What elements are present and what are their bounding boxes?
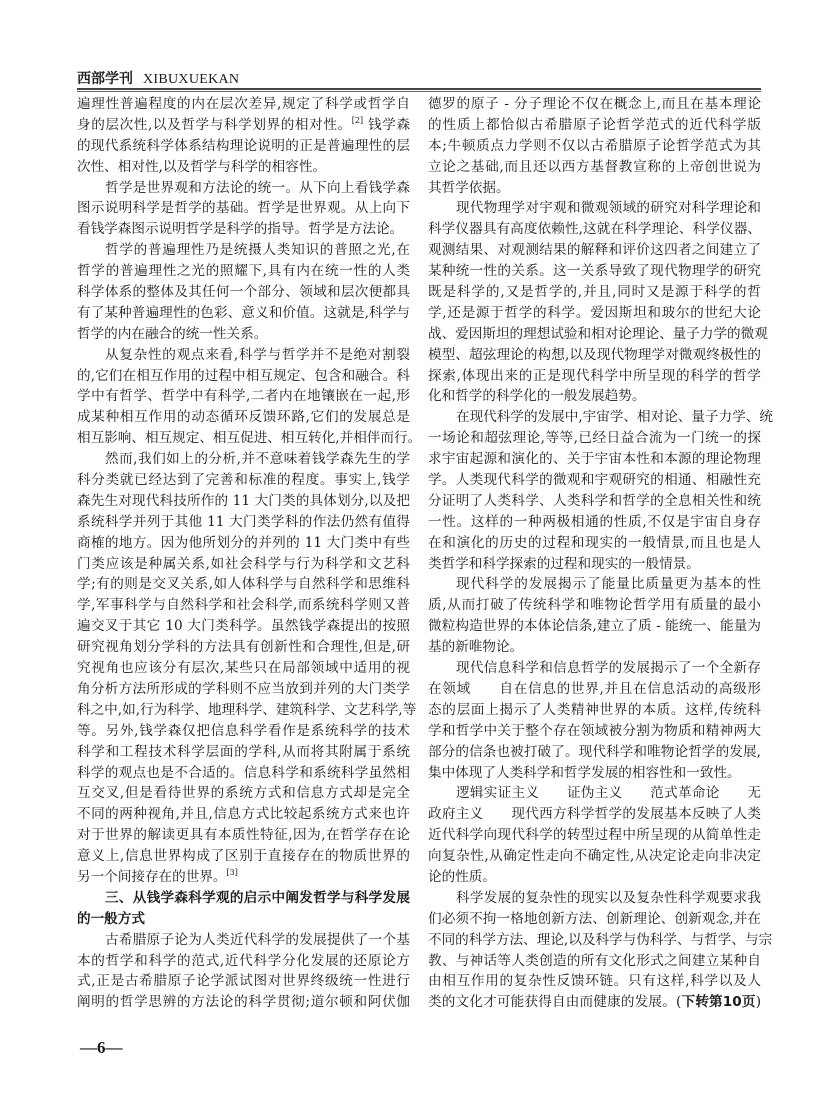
paragraph-line: 哲学的内在融合的统一性关系。: [77, 325, 268, 342]
paragraph-line: [77, 115, 410, 136]
paragraph-line: 学,还是源于哲学的科学。爱因斯坦和玻尔的世纪大论: [428, 304, 761, 321]
paragraph-line: 战、爱因斯坦的理想试验和相对论理论、量子力学的微观: [428, 325, 768, 342]
paragraph-line: 商榷的地方。因为他所划分的并列的 11 大门类中有些: [77, 534, 410, 551]
paragraph-line: 学和哲学中关于整个存在领域被分割为物质和精神两大: [428, 722, 761, 739]
paragraph-line: 本;牛顿质点力学则不仅以古希腊原子论哲学范式为其: [428, 137, 761, 154]
paragraph-line: 德罗的原子 - 分子理论不仅在概念上,而且在基本理论: [428, 96, 761, 112]
journal-name-cn: 西部学刊: [77, 71, 133, 87]
paragraph-line: 次性、相对性,以及哲学与科学的相容性。: [77, 158, 327, 175]
paragraph-line: 然而,我们如上的分析,并不意味着钱学森先生的学: [105, 451, 410, 468]
running-header: [77, 68, 761, 88]
paragraph-line: 学中有哲学、哲学中有科学,二者内在地镶嵌在一起,形: [77, 388, 410, 405]
paragraph-line: 现代信息科学和信息哲学的发展揭示了一个全新存: [456, 660, 761, 677]
paragraph-line: 学。人类现代科学的微观和宇观研究的相通、相融性充: [428, 472, 761, 489]
paragraph-line: 相互影响、相互规定、相互促进、相互转化,并相伴而行。: [77, 430, 422, 447]
paragraph-line: 逻辑实证主义 证伪主义 范式革命论 无: [456, 785, 761, 802]
paragraph-line: 成某种相互作用的动态循环反馈环路,它们的发展总是: [77, 409, 410, 426]
paragraph-line: 系统科学并列于其他 11 大门类学科的作法仍然有值得: [77, 513, 410, 530]
text-segment: 钱学森: [363, 116, 410, 133]
text-column-left: [77, 94, 422, 1013]
paragraph-line: 求宇宙起源和演化的、关于宇宙本性和本源的理论物理: [428, 451, 761, 468]
paragraph-line: 究视角也应该分有层次,某些只在局部领域中适用的视: [77, 660, 410, 677]
paragraph-line: 学;有的则是交叉关系,如人体科学与自然科学和思维科: [77, 576, 410, 593]
paragraph-line: 研究视角划分学科的方法具有创新性和合理性,但是,研: [77, 639, 410, 656]
paragraph-line: 看钱学森图示说明哲学是科学的指导。哲学是方法论。: [77, 221, 404, 238]
paragraph-line: 现代物理学对宇观和微观领域的研究对科学理论和: [456, 200, 761, 217]
paragraph-line: 论的性质。: [428, 868, 496, 885]
paragraph-line: 基的新唯物论。: [428, 639, 524, 656]
paragraph-line: 观测结果、对观测结果的解释和评价这四者之间建立了: [428, 242, 761, 259]
section-heading-line: 的一般方式: [77, 910, 145, 927]
paragraph-line: 阐明的哲学思辨的方法论的科学贯彻;道尔顿和阿伏伽: [77, 994, 410, 1011]
paragraph-line: 式,正是古希腊原子论学派试图对世界终级统一性进行: [77, 973, 410, 990]
paragraph-line: 科学仪器具有高度依赖性,这就在科学理论、科学仪器、: [428, 221, 761, 238]
paragraph-line: 们必须不拘一格地创新方法、创新理论、创新观念,并在: [428, 910, 761, 927]
paragraph-line: 某种统一性的关系。这一关系导致了现代物理学的研究: [428, 263, 761, 280]
paragraph-line: 立论之基础,而且还以西方基督教宣称的上帝创世说为: [428, 158, 761, 175]
paragraph-line: 政府主义 现代西方科学哲学的发展基本反映了人类: [428, 806, 761, 823]
text-segment: ): [755, 994, 761, 1011]
journal-name-en: XIBUXUEKAN: [143, 72, 240, 87]
paragraph-line: 化和哲学的科学化的一般发展趋势。: [428, 388, 646, 405]
paragraph-line: 在和演化的历史的过程和现实的一般情景,而且也是人: [428, 534, 761, 551]
paragraph-line: 教、与神话等人类创造的所有文化形式之间建立某种自: [428, 952, 761, 969]
paragraph-line: 互交叉,但是看待世界的系统方式和信息方式却是完全: [77, 785, 410, 802]
paragraph-line: 分证明了人类科学、人类科学和哲学的全息相关性和统: [428, 492, 761, 509]
paragraph-line: 探索,体现出来的正是现代科学中所呈现的科学的哲学: [428, 367, 761, 384]
paragraph-line: 的现代系统科学体系结构理论说明的正是普遍理性的层: [77, 137, 410, 154]
paragraph-line: 学,军事科学与自然科学和社会科学,而系统科学则又普: [77, 597, 410, 614]
paragraph-line: 森先生对现代科技所作的 11 大门类的具体划分,以及把: [77, 492, 410, 509]
paragraph-line: 科学体系的整体及其任何一个部分、领域和层次便都具: [77, 284, 410, 301]
paragraph-line: 由相互作用的复杂性反馈环链。只有这样,科学以及人: [428, 973, 761, 990]
paragraph-line: 哲学的普遍理性之光的照耀下,具有内在统一性的人类: [77, 263, 410, 280]
text-segment: 另一个间接存在的世界。: [77, 868, 227, 885]
paragraph-line: 有了某种普遍理性的色彩、意义和价值。这就是,科学与: [77, 304, 410, 321]
paragraph-line: 意义上,信息世界构成了区别于直接存在的物质世界的: [77, 848, 410, 865]
paragraph-line: 科学和工程技术科学层面的学科,从而将其附属于系统: [77, 743, 410, 760]
paragraph-line: 模型、超弦理论的构想,以及现代物理学对微观终极性的: [428, 346, 761, 363]
paragraph-line: 在现代科学的发展中,宇宙学、相对论、量子力学、统: [456, 409, 773, 426]
section-heading-line: 三、从钱学森科学观的启示中阐发哲学与科学发展: [105, 889, 410, 906]
paragraph-line: 质,从而打破了传统科学和唯物论哲学用有质量的最小: [428, 597, 761, 614]
paragraph-line: 向复杂性,从确定性走向不确定性,从决定论走向非决定: [428, 848, 761, 865]
page-number: —6—: [80, 1038, 123, 1057]
paragraph-line: 科分类就已经达到了完善和标准的程度。事实上,钱学: [77, 472, 410, 489]
paragraph-line: 不同的两种视角,并且,信息方式比较起系统方式来也许: [77, 806, 410, 823]
paragraph-line: 古希腊原子论为人类近代科学的发展提供了一个基: [105, 931, 410, 948]
paragraph-line: 科学发展的复杂性的现实以及复杂性科学观要求我: [456, 889, 761, 906]
paragraph-line: 不同的科学方法、理论,以及科学与伪科学、与哲学、与宗: [428, 931, 773, 948]
paragraph-line: 在领域 自在信息的世界,并且在信息活动的高级形: [428, 680, 761, 697]
paragraph-line: 一性。这样的一种两极相通的性质,不仅是宇宙自身存: [428, 513, 761, 530]
paragraph-line: [77, 867, 410, 888]
citation-reference: [3]: [226, 867, 238, 877]
paragraph-line: 科学的观点也是不合适的。信息科学和系统科学虽然相: [77, 764, 410, 781]
text-column-right: [428, 94, 773, 1013]
text-segment: 身的层次性,以及哲学与科学划界的相对性。: [77, 116, 352, 133]
paragraph-line: 其哲学依据。: [428, 179, 510, 196]
paragraph-line: 等。另外,钱学森仅把信息科学看作是系统科学的技术: [77, 722, 410, 739]
citation-reference: [2]: [351, 115, 364, 125]
paragraph-line: 对于世界的解读更具有本质性特征,因为,在哲学存在论: [77, 827, 410, 844]
paragraph-line: 集中体现了人类科学和哲学发展的相容性和一致性。: [428, 764, 741, 781]
paragraph-line: [428, 992, 761, 1013]
paragraph-line: 态的层面上揭示了人类精神世界的本质。这样,传统科: [428, 701, 761, 718]
paragraph-line: 哲学的普遍理性乃是统摄人类知识的普照之光,在: [105, 242, 410, 259]
paragraph-line: 既是科学的,又是哲学的,并且,同时又是源于科学的哲: [428, 284, 761, 301]
paragraph-line: 部分的信条也被打破了。现代科学和唯物论哲学的发展,: [428, 743, 761, 760]
paragraph-line: 的性质上都恰似古希腊原子论哲学范式的近代科学版: [428, 116, 761, 133]
paragraph-line: 类哲学和科学探索的过程和现实的一般情景。: [428, 555, 700, 572]
paragraph-line: 的,它们在相互作用的过程中相互规定、包含和融合。科: [77, 367, 410, 384]
paragraph-line: 遍交叉于其它 10 大门类科学。虽然钱学森提出的按照: [77, 618, 410, 635]
paragraph-line: 微粒构造世界的本体论信条,建立了质 - 能统一、能量为: [428, 618, 761, 635]
paragraph-line: 本的哲学和科学的范式,近代科学分化发展的还原论方: [77, 952, 410, 969]
paragraph-line: 遍理性普遍程度的内在层次差异,规定了科学或哲学自: [77, 96, 410, 112]
header-divider: [77, 88, 761, 92]
paragraph-line: 门类应该是种属关系,如社会科学与行为科学和文艺科: [77, 555, 410, 572]
continued-on-note: 下转第10页: [681, 994, 756, 1011]
text-segment: 类的文化才可能获得自由而健康的发展。(: [428, 994, 682, 1011]
paragraph-line: 科之中,如,行为科学、地理科学、建筑科学、文艺科学,等: [77, 701, 417, 718]
paragraph-line: 图示说明科学是哲学的基础。哲学是世界观。从上向下: [77, 200, 410, 217]
paragraph-line: 角分析方法所形成的学科则不应当放到并列的大门类学: [77, 680, 410, 697]
paragraph-line: 从复杂性的观点来看,科学与哲学并不是绝对割裂: [105, 346, 410, 363]
paragraph-line: 哲学是世界观和方法论的统一。从下向上看钱学森: [105, 179, 410, 196]
paragraph-line: 近代科学向现代科学的转型过程中所呈现的从简单性走: [428, 827, 761, 844]
paragraph-line: 一场论和超弦理论,等等,已经日益合流为一门统一的探: [428, 430, 761, 447]
paragraph-line: 现代科学的发展揭示了能量比质量更为基本的性: [456, 576, 761, 593]
